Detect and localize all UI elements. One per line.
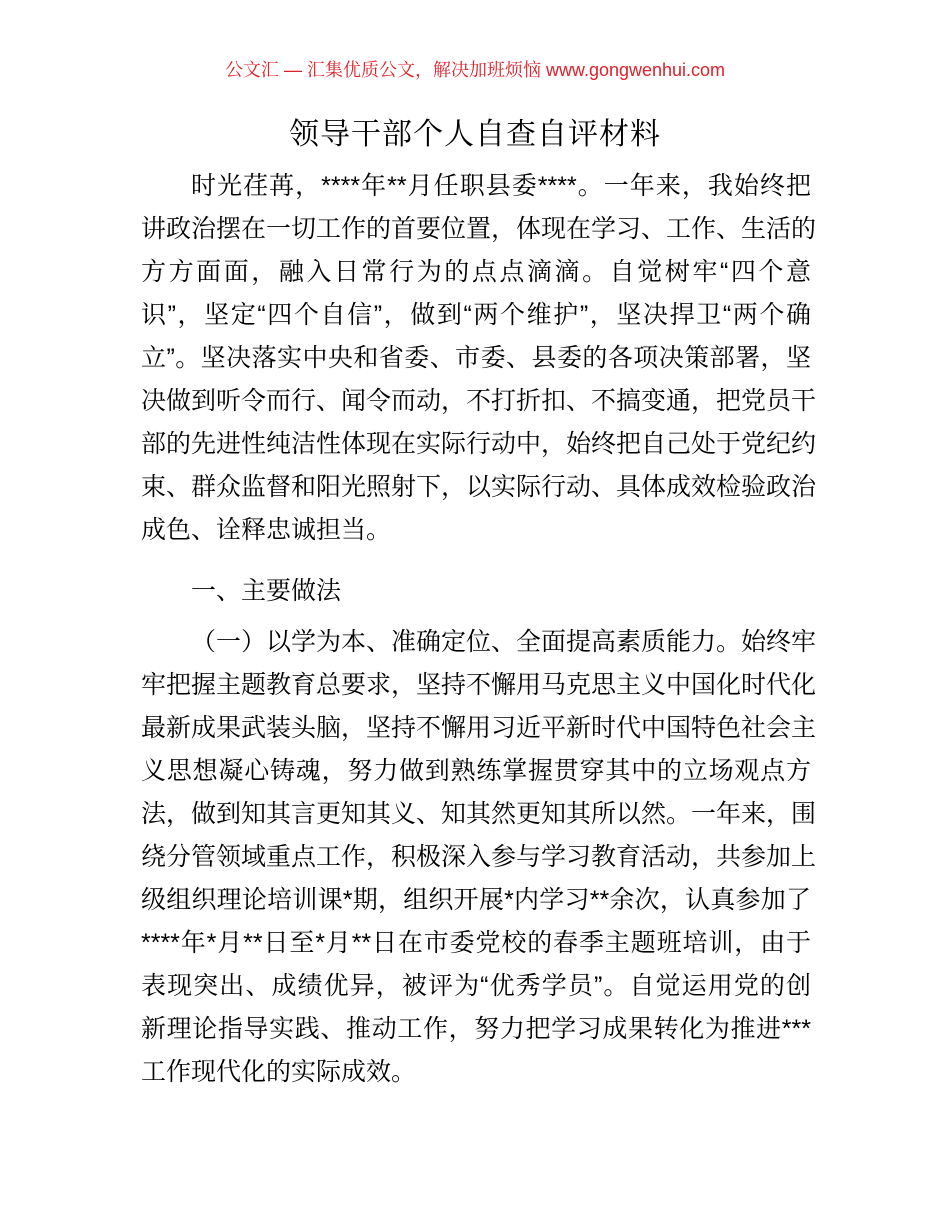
text-line: 时光荏苒，****年**月任职县委****。一年来，我始终把 [191, 172, 811, 200]
text-line: 成色、诠释忠诚担当。 [141, 516, 392, 544]
text-line: 绕分管领域重点工作，积极深入参与学习教育活动，共参加上 [141, 843, 817, 871]
text-line: 部的先进性纯洁性体现在实际行动中，始终把自己处于党纪约 [141, 430, 817, 458]
text-line: 法，做到知其言更知其义、知其然更知其所以然。一年来，围 [141, 800, 817, 828]
text-line: 识”，坚定“四个自信”，做到“两个维护”，坚决捍卫“两个确 [141, 301, 811, 329]
document-title: 领导干部个人自查自评材料 [289, 118, 661, 151]
text-line: 工作现代化的实际成效。 [141, 1058, 417, 1086]
paragraph-intro [141, 165, 817, 552]
text-line: ****年*月**日至*月**日在市委党校的春季主题班培训，由于 [141, 929, 811, 957]
text-line: 立”。坚决落实中央和省委、市委、县委的各项决策部署，坚 [141, 344, 811, 372]
text-line: 义思想凝心铸魂，努力做到熟练掌握贯穿其中的立场观点方 [141, 757, 811, 785]
text-line: （一）以学为本、准确定位、全面提高素质能力。始终牢 [191, 628, 817, 656]
text-line: 级组织理论培训课*期，组织开展*内学习**余次，认真参加了 [141, 886, 811, 914]
section-heading [141, 570, 811, 613]
text-line: 新理论指导实践、推动工作，努力把学习成果转化为推进*** [141, 1015, 811, 1043]
text-line: 表现突出、成绩优异，被评为“优秀学员”。自觉运用党的创 [141, 972, 811, 1000]
text-line: 讲政治摆在一切工作的首要位置，体现在学习、工作、生活的 [141, 215, 817, 243]
heading-text: 一、主要做法 [191, 577, 342, 605]
text-line: 束、群众监督和阳光照射下，以实际行动、具体成效检验政治 [141, 473, 817, 501]
paragraph-study [141, 621, 817, 1094]
text-line: 决做到听令而行、闻令而动，不打折扣、不搞变通，把党员干 [141, 387, 817, 415]
watermark-banner: 公文汇 — 汇集优质公文，解决加班烦恼 www.gongwenhui.com [224, 60, 726, 80]
text-line: 牢把握主题教育总要求，坚持不懈用马克思主义中国化时代化 [141, 671, 817, 699]
text-line: 最新成果武装头脑，坚持不懈用习近平新时代中国特色社会主 [141, 714, 817, 742]
text-line: 方方面面，融入日常行为的点点滴滴。自觉树牢“四个意 [141, 258, 811, 286]
